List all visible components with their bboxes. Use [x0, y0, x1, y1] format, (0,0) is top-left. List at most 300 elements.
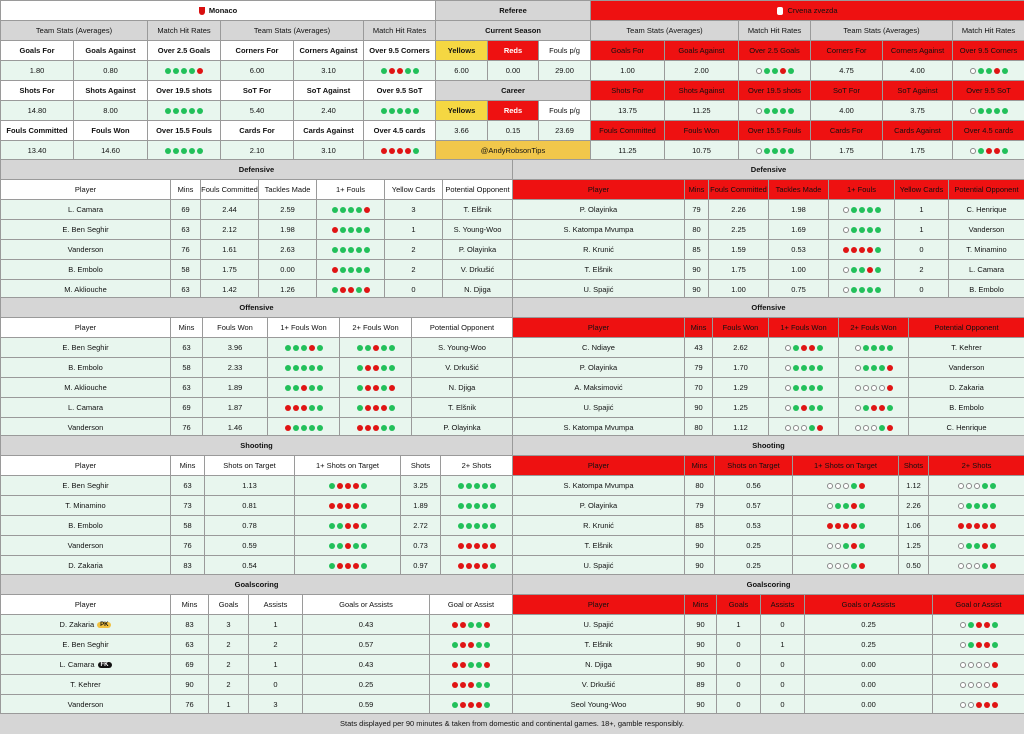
hit-dot-icon [968, 642, 974, 648]
stat-value: 11.25 [665, 101, 739, 121]
miss-dot-icon [373, 405, 379, 411]
hit-dot-icon [340, 207, 346, 213]
miss-dot-icon [843, 247, 849, 253]
miss-dot-icon [365, 385, 371, 391]
hit-dot-icon [389, 365, 395, 371]
stat-value: 1 [249, 615, 303, 635]
player-name: S. Katompa Mvumpa [513, 418, 685, 438]
hit-dot-icon [165, 108, 171, 114]
no-data-dot-icon [879, 385, 885, 391]
stat-value: 2.12 [201, 220, 259, 240]
table-row [513, 220, 1024, 240]
hit-rate-dots [829, 260, 895, 280]
column-header: 2+ Shots [441, 456, 513, 476]
stat-value: 1.75 [201, 260, 259, 280]
stat-value: 4.00 [883, 61, 953, 81]
hit-dot-icon [365, 345, 371, 351]
free-kick-taker-badge: FK [98, 662, 112, 668]
hit-dot-icon [285, 385, 291, 391]
referee-title: Referee [436, 1, 591, 21]
column-header: Mins [685, 318, 713, 338]
hit-dot-icon [809, 385, 815, 391]
hit-rate-dots [933, 635, 1024, 655]
hit-rate-dots [317, 260, 385, 280]
hit-rate-dots [739, 61, 811, 81]
hit-dot-icon [348, 247, 354, 253]
stat-value: 1 [761, 635, 805, 655]
referee-label: Yellows [436, 101, 488, 121]
miss-dot-icon [867, 267, 873, 273]
hit-rate-dots [148, 101, 221, 121]
stat-value: 1.13 [205, 476, 295, 496]
stat-label: Goals Against [665, 41, 739, 61]
miss-dot-icon [365, 405, 371, 411]
player-name: E. Ben Seghir [1, 220, 171, 240]
miss-dot-icon [337, 483, 343, 489]
hit-dot-icon [309, 425, 315, 431]
stat-value: 85 [685, 516, 715, 536]
stat-value: 0.25 [805, 615, 933, 635]
no-data-dot-icon [756, 68, 762, 74]
no-data-dot-icon [871, 425, 877, 431]
hit-dot-icon [484, 642, 490, 648]
hit-rate-dots [933, 655, 1024, 675]
hit-dot-icon [772, 108, 778, 114]
stat-value: 4.75 [811, 61, 883, 81]
hit-dot-icon [982, 563, 988, 569]
hit-rate-dots [839, 358, 909, 378]
no-data-dot-icon [801, 425, 807, 431]
no-data-dot-icon [960, 682, 966, 688]
stat-label: Cards For [811, 121, 883, 141]
home-team-header: Monaco [1, 1, 436, 21]
hit-dot-icon [978, 108, 984, 114]
hit-dot-icon [809, 365, 815, 371]
no-data-dot-icon [960, 622, 966, 628]
miss-dot-icon [484, 622, 490, 628]
miss-dot-icon [466, 543, 472, 549]
hit-dot-icon [356, 267, 362, 273]
table-row [1, 695, 513, 715]
miss-dot-icon [976, 642, 982, 648]
player-name: V. Drkušić [513, 675, 685, 695]
hit-rate-dots [929, 476, 1024, 496]
hit-dot-icon [484, 702, 490, 708]
table-row [1, 378, 513, 398]
column-header: 1+ Shots on Target [793, 456, 899, 476]
hit-rate-dots [364, 101, 436, 121]
stat-value: 0 [717, 695, 761, 715]
table-row [513, 260, 1024, 280]
hit-dot-icon [859, 287, 865, 293]
table-row [513, 378, 1024, 398]
no-data-dot-icon [960, 702, 966, 708]
stat-value: N. Djiga [443, 280, 513, 300]
miss-dot-icon [468, 682, 474, 688]
hit-rate-dots [933, 675, 1024, 695]
hit-dot-icon [317, 405, 323, 411]
no-data-dot-icon [968, 662, 974, 668]
player-name: T. Kehrer [1, 675, 171, 695]
section-title: Offensive [1, 298, 513, 318]
hit-dot-icon [389, 425, 395, 431]
table-row [1, 220, 513, 240]
player-name: D. Zakaria PK [1, 615, 171, 635]
hit-dot-icon [484, 682, 490, 688]
stat-value: 1 [895, 220, 949, 240]
player-name: B. Embolo [1, 358, 171, 378]
hit-rate-dots [295, 556, 401, 576]
hit-dot-icon [476, 622, 482, 628]
miss-dot-icon [197, 68, 203, 74]
miss-dot-icon [364, 287, 370, 293]
hit-dot-icon [413, 108, 419, 114]
stat-value: 3 [209, 615, 249, 635]
column-header: Player [513, 456, 685, 476]
miss-dot-icon [353, 563, 359, 569]
stat-value: 90 [685, 635, 717, 655]
hit-rate-dots [430, 695, 513, 715]
stat-value: 58 [171, 516, 205, 536]
hit-dot-icon [381, 108, 387, 114]
stat-value: 90 [171, 675, 209, 695]
stat-label: Over 9.5 SoT [364, 81, 436, 101]
column-header: 2+ Fouls Won [839, 318, 909, 338]
hit-dot-icon [332, 287, 338, 293]
miss-dot-icon [397, 148, 403, 154]
home-goalscoring-table [0, 574, 512, 715]
table-row [513, 516, 1024, 536]
hit-dot-icon [381, 385, 387, 391]
stat-value: 0 [249, 675, 303, 695]
hit-dot-icon [1002, 108, 1008, 114]
hit-dot-icon [364, 267, 370, 273]
column-header: Mins [685, 595, 717, 615]
stat-value: 0.54 [205, 556, 295, 576]
hit-rate-dots [317, 240, 385, 260]
column-header: Potential Opponent [412, 318, 513, 338]
hit-dot-icon [476, 662, 482, 668]
stat-label: Over 4.5 cards [953, 121, 1024, 141]
miss-dot-icon [958, 523, 964, 529]
miss-dot-icon [301, 385, 307, 391]
hit-dot-icon [381, 425, 387, 431]
player-name: U. Spajić [513, 556, 685, 576]
stat-value: 43 [685, 338, 713, 358]
table-row [513, 476, 1024, 496]
no-data-dot-icon [843, 483, 849, 489]
table-row [1, 398, 513, 418]
hit-dot-icon [389, 405, 395, 411]
hit-rate-dots [929, 536, 1024, 556]
hit-dot-icon [361, 503, 367, 509]
column-header: Mins [171, 595, 209, 615]
player-name: L. Camara [1, 200, 171, 220]
stat-value: 0.53 [769, 240, 829, 260]
miss-dot-icon [982, 543, 988, 549]
miss-dot-icon [405, 148, 411, 154]
stat-value: 1.00 [591, 61, 665, 81]
hit-dot-icon [772, 68, 778, 74]
stat-value: 0 [761, 695, 805, 715]
column-header: Player [513, 595, 685, 615]
stat-value: 79 [685, 200, 709, 220]
miss-dot-icon [468, 642, 474, 648]
home-offensive-table [0, 297, 512, 438]
player-name: P. Olayinka [513, 358, 685, 378]
table-row [1, 615, 513, 635]
miss-dot-icon [397, 68, 403, 74]
hit-dot-icon [389, 345, 395, 351]
hit-dot-icon [301, 345, 307, 351]
hit-rate-dots [953, 101, 1024, 121]
hit-dot-icon [859, 267, 865, 273]
hit-rate-dots [364, 61, 436, 81]
player-name: B. Embolo [1, 260, 171, 280]
referee-period: Current Season [436, 21, 591, 41]
hit-rate-dots [268, 398, 340, 418]
hit-dot-icon [801, 365, 807, 371]
miss-dot-icon [851, 247, 857, 253]
stat-value: 89 [685, 675, 717, 695]
stat-label: Corners Against [294, 41, 364, 61]
hit-dot-icon [863, 405, 869, 411]
no-data-dot-icon [968, 702, 974, 708]
miss-dot-icon [460, 622, 466, 628]
hit-rate-dots [441, 516, 513, 536]
stat-value: 0 [761, 655, 805, 675]
hit-dot-icon [490, 563, 496, 569]
hit-dot-icon [809, 405, 815, 411]
stat-value: 0 [761, 675, 805, 695]
hit-dot-icon [361, 483, 367, 489]
no-data-dot-icon [976, 682, 982, 688]
miss-dot-icon [460, 642, 466, 648]
table-row [513, 655, 1024, 675]
hit-dot-icon [863, 345, 869, 351]
hit-dot-icon [381, 345, 387, 351]
hit-rate-dots [769, 398, 839, 418]
miss-dot-icon [348, 287, 354, 293]
miss-dot-icon [474, 563, 480, 569]
stat-value: 0 [717, 635, 761, 655]
table-row [1, 635, 513, 655]
stat-value: 0.25 [715, 536, 793, 556]
no-data-dot-icon [785, 405, 791, 411]
miss-dot-icon [452, 622, 458, 628]
section-title: Shooting [1, 436, 513, 456]
hit-rate-dots [769, 378, 839, 398]
hit-rate-dots [839, 338, 909, 358]
hit-rate-dots [430, 615, 513, 635]
hit-dot-icon [317, 345, 323, 351]
hit-rate-dots [739, 141, 811, 161]
miss-dot-icon [337, 503, 343, 509]
team-stats-header: Team Stats (Averages) [591, 21, 739, 41]
miss-dot-icon [482, 543, 488, 549]
player-name: E. Ben Seghir [1, 338, 171, 358]
stat-value: 3 [249, 695, 303, 715]
hit-dot-icon [879, 345, 885, 351]
no-data-dot-icon [827, 503, 833, 509]
hit-dot-icon [452, 642, 458, 648]
miss-dot-icon [389, 68, 395, 74]
no-data-dot-icon [827, 543, 833, 549]
hit-dot-icon [474, 523, 480, 529]
stat-label: Over 2.5 Goals [148, 41, 221, 61]
player-name: U. Spajić [513, 280, 685, 300]
no-data-dot-icon [974, 563, 980, 569]
table-row [513, 338, 1024, 358]
hit-rate-dots [295, 516, 401, 536]
stat-value: 14.80 [1, 101, 74, 121]
hit-dot-icon [466, 503, 472, 509]
twitter-handle-link[interactable]: @AndyRobsonTips [436, 141, 591, 160]
table-row [513, 536, 1024, 556]
no-data-dot-icon [756, 108, 762, 114]
hit-dot-icon [397, 108, 403, 114]
stat-value: 1.89 [401, 496, 441, 516]
stat-value: 1.98 [769, 200, 829, 220]
miss-dot-icon [490, 543, 496, 549]
hit-dot-icon [982, 483, 988, 489]
hit-rate-dots [340, 358, 412, 378]
stat-value: 63 [171, 378, 203, 398]
hit-dot-icon [361, 543, 367, 549]
hit-rate-dots [430, 675, 513, 695]
no-data-dot-icon [843, 287, 849, 293]
column-header: Goals [717, 595, 761, 615]
no-data-dot-icon [863, 385, 869, 391]
stat-value: B. Embolo [949, 280, 1024, 300]
hit-dot-icon [859, 523, 865, 529]
stat-value: 13.40 [1, 141, 74, 161]
stat-label: Fouls Won [665, 121, 739, 141]
miss-dot-icon [466, 563, 472, 569]
player-name: M. Akliouche [1, 280, 171, 300]
table-row [1, 536, 513, 556]
stat-value: 2.33 [203, 358, 268, 378]
hit-rate-dots [441, 476, 513, 496]
hit-dot-icon [793, 405, 799, 411]
miss-dot-icon [293, 405, 299, 411]
stat-value: 0.81 [205, 496, 295, 516]
stat-label: SoT Against [294, 81, 364, 101]
hit-dot-icon [1002, 148, 1008, 154]
no-data-dot-icon [785, 345, 791, 351]
no-data-dot-icon [974, 483, 980, 489]
stat-value: 2.00 [665, 61, 739, 81]
table-row [513, 240, 1024, 260]
miss-dot-icon [859, 247, 865, 253]
stat-value: 2.72 [401, 516, 441, 536]
player-name: Seol Young-Woo [513, 695, 685, 715]
stat-value: 0.97 [401, 556, 441, 576]
hit-dot-icon [875, 207, 881, 213]
stat-value: 0.43 [303, 615, 430, 635]
column-header: Tackles Made [769, 180, 829, 200]
hit-rate-dots [769, 358, 839, 378]
hit-rate-dots [441, 556, 513, 576]
hit-dot-icon [817, 405, 823, 411]
stat-value: 0.25 [715, 556, 793, 576]
miss-dot-icon [851, 503, 857, 509]
stat-value: 80 [685, 220, 709, 240]
column-header: Player [1, 595, 171, 615]
hit-dot-icon [317, 365, 323, 371]
hit-dot-icon [468, 662, 474, 668]
no-data-dot-icon [970, 148, 976, 154]
no-data-dot-icon [958, 563, 964, 569]
miss-dot-icon [982, 523, 988, 529]
stat-value: 90 [685, 280, 709, 300]
stat-label: Corners For [811, 41, 883, 61]
hit-dot-icon [879, 425, 885, 431]
miss-dot-icon [976, 702, 982, 708]
hit-dot-icon [867, 207, 873, 213]
stat-value: 0 [761, 615, 805, 635]
miss-dot-icon [482, 563, 488, 569]
section-title: Goalscoring [1, 575, 513, 595]
miss-dot-icon [976, 622, 982, 628]
hit-dot-icon [165, 68, 171, 74]
player-name: B. Embolo [1, 516, 171, 536]
miss-dot-icon [887, 425, 893, 431]
stat-value: D. Zakaria [909, 378, 1024, 398]
hit-dot-icon [851, 563, 857, 569]
miss-dot-icon [801, 405, 807, 411]
hit-dot-icon [329, 523, 335, 529]
stat-value: T. Minamino [949, 240, 1024, 260]
stat-value: 1 [717, 615, 761, 635]
hit-rate-dots [268, 378, 340, 398]
stat-value: 83 [171, 615, 209, 635]
stat-value: 0.25 [303, 675, 430, 695]
hit-dot-icon [780, 148, 786, 154]
miss-dot-icon [827, 523, 833, 529]
stat-value: C. Henrique [909, 418, 1024, 438]
hit-dot-icon [337, 523, 343, 529]
team-stats-header: Match Hit Rates [148, 21, 221, 41]
hit-rate-dots [793, 536, 899, 556]
hit-rate-dots [929, 516, 1024, 536]
hit-rate-dots [268, 358, 340, 378]
hit-dot-icon [293, 425, 299, 431]
miss-dot-icon [337, 563, 343, 569]
section-title: Shooting [513, 436, 1024, 456]
hit-dot-icon [978, 148, 984, 154]
stat-value: 6.00 [221, 61, 294, 81]
hit-dot-icon [340, 267, 346, 273]
hit-dot-icon [809, 425, 815, 431]
stat-value: 1.06 [899, 516, 929, 536]
miss-dot-icon [984, 622, 990, 628]
hit-rate-dots [953, 61, 1024, 81]
miss-dot-icon [365, 425, 371, 431]
miss-dot-icon [851, 523, 857, 529]
no-data-dot-icon [843, 267, 849, 273]
stat-value: 90 [685, 398, 713, 418]
hit-dot-icon [337, 543, 343, 549]
miss-dot-icon [474, 543, 480, 549]
player-name: L. Camara FK [1, 655, 171, 675]
player-name: N. Djiga [513, 655, 685, 675]
stat-label: Goals For [591, 41, 665, 61]
hit-dot-icon [992, 642, 998, 648]
stat-value: 1 [385, 220, 443, 240]
hit-dot-icon [851, 287, 857, 293]
stat-value: 80 [685, 418, 713, 438]
